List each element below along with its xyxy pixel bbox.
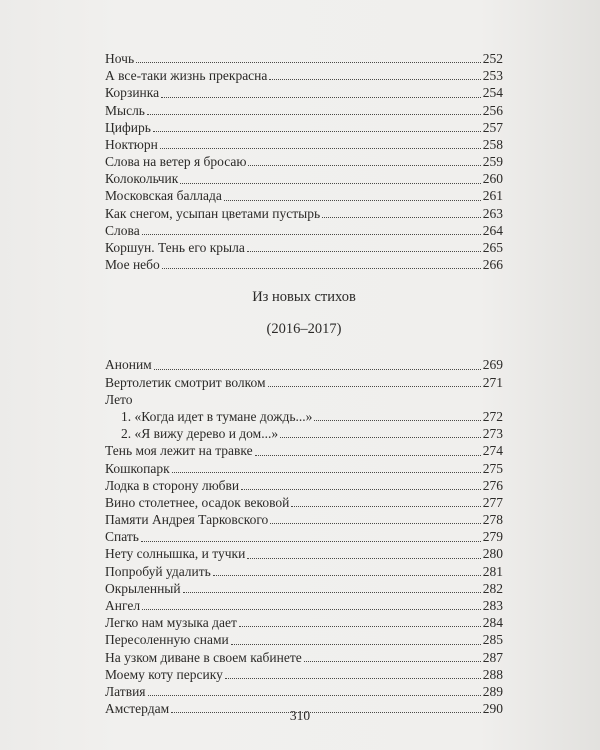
toc-entry bbox=[105, 136, 503, 153]
dot-leader bbox=[239, 626, 481, 627]
toc-entry bbox=[105, 580, 503, 597]
dot-leader bbox=[247, 558, 480, 559]
toc-entry-title: Цифирь bbox=[105, 119, 151, 135]
dot-leader bbox=[255, 455, 481, 456]
toc-entry-page: 279 bbox=[482, 529, 503, 545]
toc-entry-title: Слова bbox=[105, 222, 140, 238]
toc-entry-title: Попробуй удалить bbox=[105, 563, 211, 579]
dot-leader bbox=[142, 609, 481, 610]
dot-leader bbox=[322, 217, 481, 218]
toc-entry-page: 256 bbox=[482, 102, 503, 118]
toc-entry bbox=[105, 188, 503, 205]
dot-leader bbox=[247, 251, 481, 252]
dot-leader bbox=[141, 541, 481, 542]
toc-entry-page: 285 bbox=[482, 632, 503, 648]
toc-entry bbox=[105, 356, 503, 373]
dot-leader bbox=[153, 131, 481, 132]
toc-entry-page: 260 bbox=[482, 171, 503, 187]
toc-entry bbox=[105, 205, 503, 222]
dot-leader bbox=[147, 114, 481, 115]
toc-entry bbox=[105, 631, 503, 648]
dot-leader bbox=[224, 200, 481, 201]
toc-entry-title: Слова на ветер я бросаю bbox=[105, 154, 247, 170]
toc-entry-page: 254 bbox=[482, 85, 503, 101]
toc-entry-title: Пересоленную снами bbox=[105, 632, 229, 648]
toc-entry-title: А все-таки жизнь прекрасна bbox=[105, 68, 268, 84]
toc-entry bbox=[105, 511, 503, 528]
toc-entry-page: 258 bbox=[482, 136, 503, 152]
toc-entry-title: Кошкопарк bbox=[105, 460, 170, 476]
toc-entry-title: Коршун. Тень его крыла bbox=[105, 240, 245, 256]
dot-leader bbox=[172, 472, 481, 473]
toc-entry-page: 261 bbox=[482, 188, 503, 204]
toc-entry bbox=[105, 239, 503, 256]
toc-entry-page: 273 bbox=[482, 426, 503, 442]
dot-leader bbox=[270, 523, 480, 524]
toc-entry-title: Ночь bbox=[105, 50, 135, 66]
toc-entry bbox=[105, 153, 503, 170]
toc-entry-title: Амстердам bbox=[105, 701, 170, 717]
toc-entry-title: Аноним bbox=[105, 357, 152, 373]
toc-entry-title: Ангел bbox=[105, 598, 141, 614]
toc-entry-page: 278 bbox=[482, 512, 503, 528]
toc-entry-page: 263 bbox=[482, 205, 503, 221]
toc-entry bbox=[105, 597, 503, 614]
toc-entry-title: Окрыленный bbox=[105, 580, 181, 596]
toc-entry-page: 265 bbox=[482, 240, 503, 256]
toc-entry-page: 264 bbox=[482, 222, 503, 238]
dot-leader bbox=[291, 506, 480, 507]
toc-entry-page: 257 bbox=[482, 119, 503, 135]
dot-leader bbox=[162, 268, 481, 269]
dot-leader bbox=[148, 695, 481, 696]
toc-entry bbox=[105, 460, 503, 477]
toc-entry-title: Колокольчик bbox=[105, 171, 179, 187]
toc-entry-page: 288 bbox=[482, 666, 503, 682]
toc-entry-page: 289 bbox=[482, 683, 503, 699]
toc-entry-title: Моему коту персику bbox=[105, 666, 223, 682]
toc-group-title-text: Лето bbox=[105, 391, 133, 407]
toc-entry-page: 277 bbox=[482, 494, 503, 510]
toc-entry-title: Корзинка bbox=[105, 85, 160, 101]
toc-entry-page: 280 bbox=[482, 546, 503, 562]
dot-leader bbox=[269, 79, 480, 80]
toc-entry-page: 275 bbox=[482, 460, 503, 476]
toc-entry-title: Вино столетнее, осадок вековой bbox=[105, 494, 290, 510]
toc-entry-title: Ноктюрн bbox=[105, 136, 158, 152]
dot-leader bbox=[241, 489, 481, 490]
toc-group-title bbox=[105, 391, 503, 408]
dot-leader bbox=[142, 234, 481, 235]
toc-entry-title: Нету солнышка, и тучки bbox=[105, 546, 246, 562]
toc-entry-page: 287 bbox=[482, 649, 503, 665]
dot-leader bbox=[154, 369, 481, 370]
toc-entry-page: 282 bbox=[482, 580, 503, 596]
toc-entry-title: Московская баллада bbox=[105, 188, 222, 204]
toc-entry bbox=[105, 50, 503, 67]
dot-leader bbox=[280, 437, 481, 438]
toc-subentry bbox=[105, 408, 503, 425]
toc-entry bbox=[105, 119, 503, 136]
dot-leader bbox=[180, 183, 480, 184]
toc-entry-page: 253 bbox=[482, 68, 503, 84]
toc-entry bbox=[105, 666, 503, 683]
dot-leader bbox=[248, 165, 480, 166]
dot-leader bbox=[136, 62, 481, 63]
toc-entry-page: 283 bbox=[482, 598, 503, 614]
dot-leader bbox=[314, 420, 480, 421]
toc-entry-page: 266 bbox=[482, 257, 503, 273]
toc-entry-title: Тень моя лежит на травке bbox=[105, 443, 253, 459]
toc-entry bbox=[105, 528, 503, 545]
toc-entry-title: 2. «Я вижу дерево и дом...» bbox=[121, 426, 279, 442]
toc-entry bbox=[105, 102, 503, 119]
toc-entry bbox=[105, 563, 503, 580]
toc-entry bbox=[105, 170, 503, 187]
dot-leader bbox=[268, 386, 481, 387]
toc-entry-page: 284 bbox=[482, 615, 503, 631]
toc-entry-page: 290 bbox=[482, 701, 503, 717]
dot-leader bbox=[231, 644, 481, 645]
toc-entry-title: Мысль bbox=[105, 102, 145, 118]
toc-entry bbox=[105, 67, 503, 84]
toc-entry bbox=[105, 477, 503, 494]
toc-entry-page: 274 bbox=[482, 443, 503, 459]
toc-entry bbox=[105, 442, 503, 459]
dot-leader bbox=[160, 148, 481, 149]
toc-entry-page: 271 bbox=[482, 374, 503, 390]
toc-entry bbox=[105, 84, 503, 101]
toc-entry-page: 259 bbox=[482, 154, 503, 170]
section-years: (2016–2017) bbox=[266, 321, 342, 338]
toc-entry-title: Памяти Андрея Тарковского bbox=[105, 512, 269, 528]
page-number: 310 bbox=[289, 708, 311, 723]
dot-leader bbox=[213, 575, 481, 576]
toc-entry-page: 252 bbox=[482, 50, 503, 66]
toc-entry-title: На узком диване в своем кабинете bbox=[105, 649, 302, 665]
toc-entry-title: Спать bbox=[105, 529, 139, 545]
toc-entry bbox=[105, 494, 503, 511]
toc-entry bbox=[105, 683, 503, 700]
toc-entry-page: 281 bbox=[482, 563, 503, 579]
dot-leader bbox=[161, 97, 481, 98]
toc-entry bbox=[105, 374, 503, 391]
toc-entry bbox=[105, 614, 503, 631]
toc-entry-title: Лодка в сторону любви bbox=[105, 477, 240, 493]
toc-entry bbox=[105, 256, 503, 273]
toc-entry bbox=[105, 222, 503, 239]
section-title: Из новых стихов bbox=[252, 289, 356, 306]
dot-leader bbox=[304, 661, 481, 662]
dot-leader bbox=[225, 678, 481, 679]
toc-entry-title: Вертолетик смотрит волком bbox=[105, 374, 266, 390]
toc-entry-page: 276 bbox=[482, 477, 503, 493]
toc-entry-page: 269 bbox=[482, 357, 503, 373]
toc-entry-title: 1. «Когда идет в тумане дождь...» bbox=[121, 408, 313, 424]
toc-entry-title: Мое небо bbox=[105, 257, 160, 273]
toc-entry-page: 272 bbox=[482, 408, 503, 424]
toc-entry-title: Как снегом, усыпан цветами пустырь bbox=[105, 205, 321, 221]
toc-entry bbox=[105, 546, 503, 563]
toc-entry-title: Латвия bbox=[105, 683, 146, 699]
toc-entry bbox=[105, 649, 503, 666]
dot-leader bbox=[183, 592, 481, 593]
table-of-contents bbox=[105, 50, 503, 717]
toc-subentry bbox=[105, 425, 503, 442]
toc-entry-title: Легко нам музыка дает bbox=[105, 615, 237, 631]
